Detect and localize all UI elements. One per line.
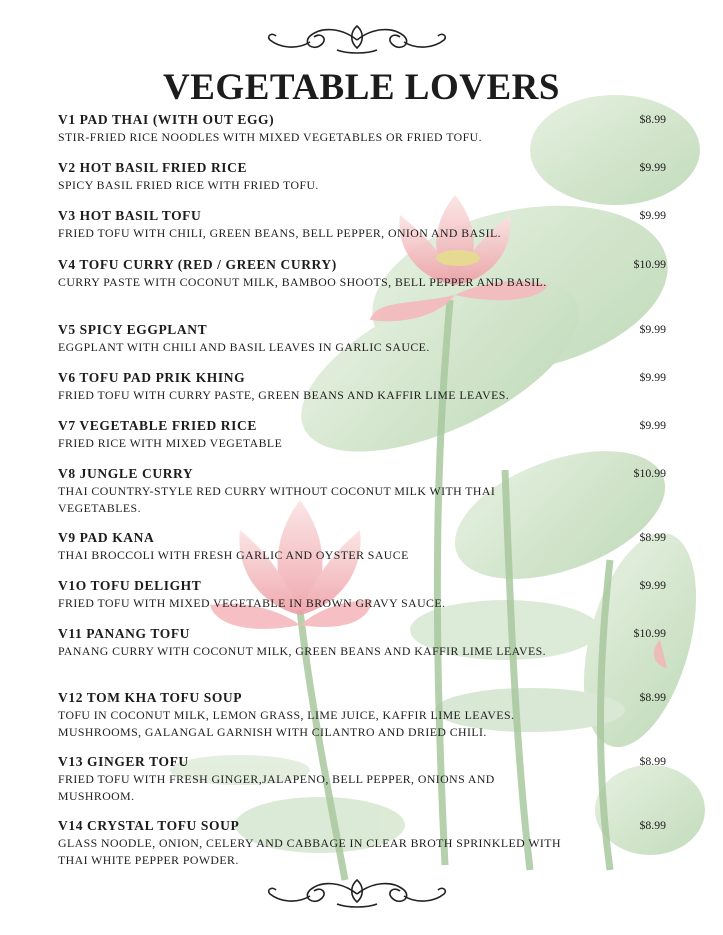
menu-item-name: V2 HOT BASIL FRIED RICE [58,160,248,175]
menu-item-price: $9.99 [639,322,666,336]
menu-item-price: $8.99 [639,754,666,768]
bottom-scroll-ornament [262,874,452,912]
menu-item-price: $9.99 [639,370,666,384]
menu-item-price: $9.99 [639,208,666,222]
menu-item-name: V14 CRYSTAL TOFU SOUP [58,818,240,833]
menu-item [58,529,668,564]
menu-item [58,159,668,194]
menu-item-price: $8.99 [639,818,666,832]
top-scroll-ornament [262,20,452,58]
page-title: VEGETABLE LOVERS [163,67,560,108]
menu-item-price: $8.99 [639,112,666,126]
menu-item [58,817,668,868]
menu-item [58,417,668,452]
menu-item-description: THAI BROCCOLI WITH FRESH GARLIC AND OYSTER SAUCE [58,548,409,562]
menu-item-description: FRIED RICE WITH MIXED VEGETABLE [58,436,283,450]
menu-item [58,577,668,612]
menu-item-name: V3 HOT BASIL TOFU [58,208,202,223]
menu-item-name: V5 SPICY EGGPLANT [58,322,208,337]
menu-item-price: $10.99 [633,466,666,480]
menu-item-description: FRIED TOFU WITH CURRY PASTE, GREEN BEANS AND KAFFIR LIME LEAVES. [58,388,510,402]
menu-item-price: $10.99 [633,626,666,640]
menu-item-price: $9.99 [639,418,666,432]
menu-item-description: FRIED TOFU WITH CHILI, GREEN BEANS, BELL PEPPER, ONION AND BASIL. [58,226,502,240]
menu-item-price: $8.99 [639,690,666,704]
menu-item-name: V9 PAD KANA [58,530,155,545]
menu-item [58,465,668,516]
menu-item-name: V11 PANANG TOFU [58,626,191,641]
menu-item-name: V1 PAD THAI (WITH OUT EGG) [58,112,275,127]
menu-item-price: $9.99 [639,578,666,592]
menu-item-price: $10.99 [633,257,666,271]
menu-item-description: FRIED TOFU WITH MIXED VEGETABLE IN BROWN GRAVY SAUCE. [58,596,446,610]
menu-item-name: V8 JUNGLE CURRY [58,466,194,481]
menu-item-name: V4 TOFU CURRY (RED / GREEN CURRY) [58,257,337,272]
menu-item [58,369,668,404]
menu-item-description: TOFU IN COCONUT MILK, LEMON GRASS, LIME JUICE, KAFFIR LIME LEAVES. MUSHROOMS, GALANGAL GARNISH WITH CILANTRO AND DRIED CHILI. [58,708,515,739]
menu-item-name: V7 VEGETABLE FRIED RICE [58,418,257,433]
menu-item-name: V6 TOFU PAD PRIK KHING [58,370,246,385]
menu-item-name: V12 TOM KHA TOFU SOUP [58,690,243,705]
menu-item [58,753,668,804]
menu-item-description: STIR-FRIED RICE NOODLES WITH MIXED VEGETABLES OR FRIED TOFU. [58,130,482,144]
menu-item [58,207,668,242]
menu-item-price: $9.99 [639,160,666,174]
menu-item-description: THAI COUNTRY-STYLE RED CURRY WITHOUT COCONUT MILK WITH THAI VEGETABLES. [58,484,496,515]
menu-item-description: GLASS NOODLE, ONION, CELERY AND CABBAGE IN CLEAR BROTH SPRINKLED WITH THAI WHITE PEPPER POWDER. [58,836,561,867]
menu-item-name: V13 GINGER TOFU [58,754,189,769]
menu-item-name: V1O TOFU DELIGHT [58,578,202,593]
menu-item-description: CURRY PASTE WITH COCONUT MILK, BAMBOO SHOOTS, BELL PEPPER AND BASIL. [58,275,547,289]
menu-item-description: EGGPLANT WITH CHILI AND BASIL LEAVES IN GARLIC SAUCE. [58,340,430,354]
menu-item-price: $8.99 [639,530,666,544]
menu-item [58,321,668,356]
menu-item [58,256,668,291]
menu-item [58,111,668,146]
menu-item-description: FRIED TOFU WITH FRESH GINGER,JALAPENO, BELL PEPPER, ONIONS AND MUSHROOM. [58,772,495,803]
menu-item [58,625,668,660]
menu-item-description: SPICY BASIL FRIED RICE WITH FRIED TOFU. [58,178,319,192]
menu-item [58,689,668,740]
menu-item-description: PANANG CURRY WITH COCONUT MILK, GREEN BEANS AND KAFFIR LIME LEAVES. [58,644,547,658]
